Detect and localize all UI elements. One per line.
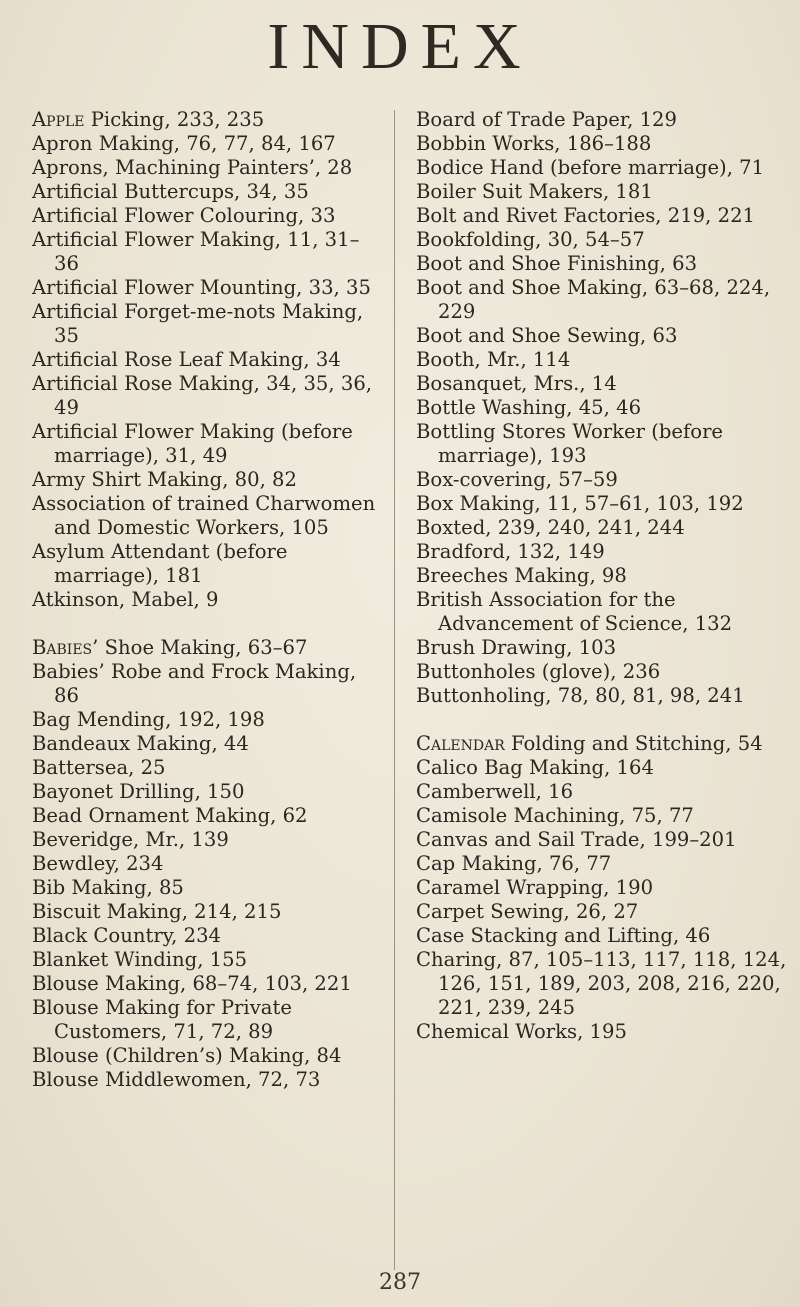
entry-text: Picking, 233, 235 — [84, 108, 265, 131]
index-entry: Artificial Flower Making, 11, 31–36 — [32, 228, 360, 275]
index-entry: Boxted, 239, 240, 241, 244 — [416, 516, 685, 539]
index-entry: Blanket Winding, 155 — [32, 948, 248, 971]
index-entry: Box-covering, 57–59 — [416, 468, 618, 491]
index-entry: Bobbin Works, 186–188 — [416, 132, 652, 155]
index-entry: Army Shirt Making, 80, 82 — [32, 468, 297, 491]
index-entry: Breeches Making, 98 — [416, 564, 627, 587]
index-entry: Atkinson, Mabel, 9 — [32, 588, 219, 611]
index-entry: Black Country, 234 — [32, 924, 222, 947]
index-entry: Blouse (Children’s) Making, 84 — [32, 1044, 342, 1067]
entry-text: Shoe Making, 63–67 — [98, 636, 308, 659]
index-entry: Battersea, 25 — [32, 756, 166, 779]
column-divider — [394, 110, 395, 1270]
index-entry: Boot and Shoe Finishing, 63 — [416, 252, 698, 275]
entry-text: Folding and Stitching, 54 — [504, 732, 763, 755]
index-entry: Boiler Suit Makers, 181 — [416, 180, 653, 203]
index-entry: Cap Making, 76, 77 — [416, 852, 612, 875]
index-entry: Asylum Attendant (before marriage), 181 — [32, 540, 288, 587]
index-entry: British Association for the Advancement of Science, 132 — [416, 588, 733, 635]
index-entry: Bodice Hand (before marriage), 71 — [416, 156, 765, 179]
index-entry: Blouse Making for Private Customers, 71, 72, 89 — [32, 996, 292, 1043]
index-entry: Artificial Buttercups, 34, 35 — [32, 180, 309, 203]
index-entry: Bradford, 132, 149 — [416, 540, 605, 563]
index-entry: Bottle Washing, 45, 46 — [416, 396, 642, 419]
index-entry: Bag Mending, 192, 198 — [32, 708, 265, 731]
index-entry: Artificial Flower Making (before marriage), 31, 49 — [32, 420, 353, 467]
index-entry: Artificial Forget-me-nots Making, 35 — [32, 300, 364, 347]
index-entry: Blouse Making, 68–74, 103, 221 — [32, 972, 352, 995]
index-entry: Artificial Rose Making, 34, 35, 36, 49 — [32, 372, 373, 419]
index-entry: Case Stacking and Lifting, 46 — [416, 924, 711, 947]
index-entry — [416, 732, 788, 756]
index-entry: Aprons, Machining Painters’, 28 — [32, 156, 353, 179]
index-entry: Bead Ornament Making, 62 — [32, 804, 308, 827]
index-column-right — [416, 108, 788, 1044]
index-entry: Beveridge, Mr., 139 — [32, 828, 229, 851]
section-initial-word: Calendar — [416, 732, 505, 755]
index-entry: Carpet Sewing, 26, 27 — [416, 900, 639, 923]
section-initial-word: Babies’ — [32, 636, 99, 659]
index-entry: Bolt and Rivet Factories, 219, 221 — [416, 204, 756, 227]
index-entry: Buttonholing, 78, 80, 81, 98, 241 — [416, 684, 745, 707]
index-entry: Board of Trade Paper, 129 — [416, 108, 677, 131]
index-entry: Camberwell, 16 — [416, 780, 574, 803]
page-number: 287 — [379, 1270, 421, 1295]
index-entry: Artificial Rose Leaf Making, 34 — [32, 348, 341, 371]
section-initial-word: Apple — [32, 108, 85, 131]
index-entry: Bookfolding, 30, 54–57 — [416, 228, 645, 251]
index-entry: Brush Drawing, 103 — [416, 636, 617, 659]
index-entry: Artificial Flower Mounting, 33, 35 — [32, 276, 371, 299]
index-entry: Canvas and Sail Trade, 199–201 — [416, 828, 737, 851]
index-entry: Camisole Machining, 75, 77 — [416, 804, 694, 827]
section-gap — [32, 612, 382, 636]
index-entry: Bosanquet, Mrs., 14 — [416, 372, 617, 395]
page-title: INDEX — [267, 10, 533, 83]
index-entry: Bottling Stores Worker (before marriage), 193 — [416, 420, 724, 467]
index-entry: Caramel Wrapping, 190 — [416, 876, 654, 899]
index-entry: Blouse Middlewomen, 72, 73 — [32, 1068, 321, 1091]
index-entry: Buttonholes (glove), 236 — [416, 660, 661, 683]
index-entry — [32, 108, 382, 132]
index-entry: Bandeaux Making, 44 — [32, 732, 249, 755]
index-entry: Apron Making, 76, 77, 84, 167 — [32, 132, 336, 155]
index-entry: Bib Making, 85 — [32, 876, 184, 899]
index-entry: Biscuit Making, 214, 215 — [32, 900, 282, 923]
section-gap — [416, 708, 788, 732]
index-entry: Babies’ Robe and Frock Making, 86 — [32, 660, 357, 707]
index-entry: Association of trained Charwomen and Domestic Workers, 105 — [32, 492, 376, 539]
index-entry — [32, 636, 382, 660]
index-entry: Bayonet Drilling, 150 — [32, 780, 245, 803]
index-entry: Bewdley, 234 — [32, 852, 164, 875]
index-entry: Box Making, 11, 57–61, 103, 192 — [416, 492, 744, 515]
index-entry: Booth, Mr., 114 — [416, 348, 571, 371]
index-entry: Calico Bag Making, 164 — [416, 756, 654, 779]
index-entry: Charing, 87, 105–113, 117, 118, 124, 126, 151, 189, 203, 208, 216, 220, 221, 239, 245 — [416, 948, 787, 1019]
index-column-left — [32, 108, 382, 1092]
index-entry: Boot and Shoe Making, 63–68, 224, 229 — [416, 276, 771, 323]
index-entry: Boot and Shoe Sewing, 63 — [416, 324, 678, 347]
index-entry: Artificial Flower Colouring, 33 — [32, 204, 336, 227]
index-entry: Chemical Works, 195 — [416, 1020, 627, 1043]
